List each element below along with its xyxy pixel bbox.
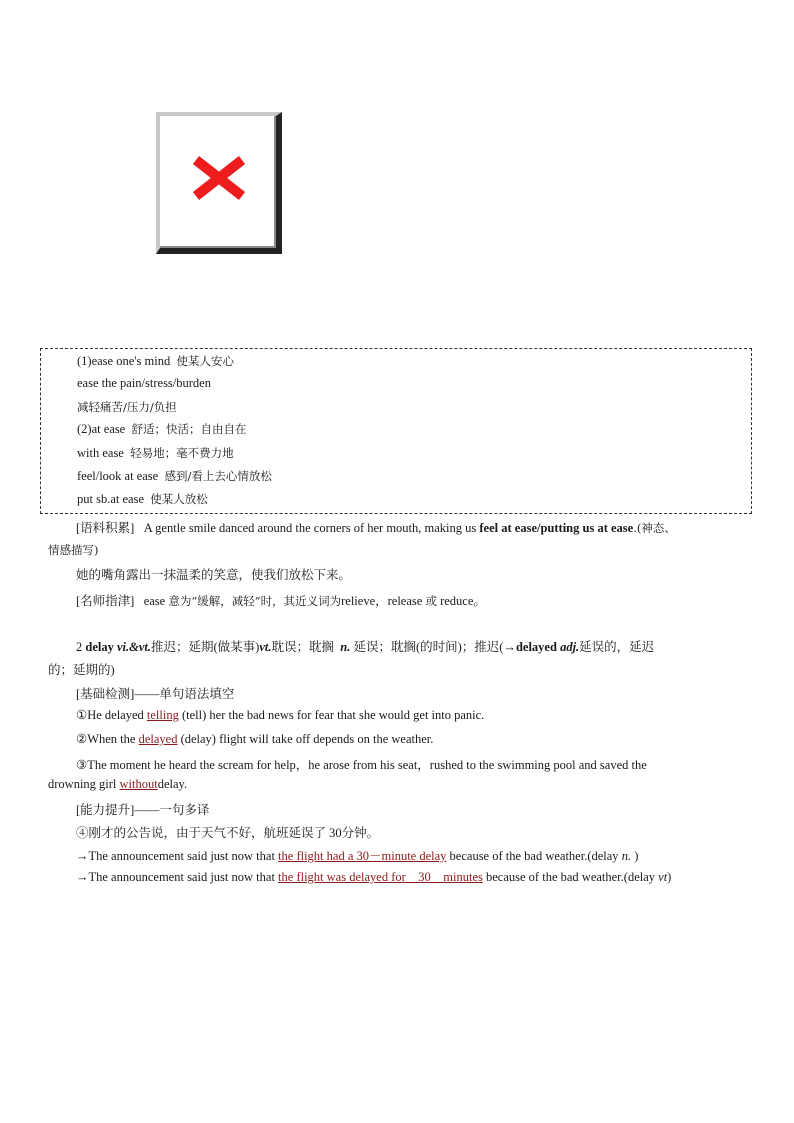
question-1: ①He delayed telling (tell) her the bad news for fear that she would get into panic. — [76, 708, 485, 722]
phrase-line: ease the pain/stress/burden — [77, 376, 211, 390]
question-3: ③The moment he heard the scream for help，he arose from his seat，rushed to the swimming pool and saved the — [76, 758, 647, 772]
answer-blank: the flight was delayed for 30 minutes — [278, 870, 483, 884]
teacher-tip: [名师指津] ease 意为“缓解，减轻”时，其近义词为relieve，release 或 reduce。 — [76, 594, 486, 608]
delay-entry: 2 delay vi.&vt.推迟；延期(做某事)vt.耽误；耽搁 n. 延误；耽搁(的时间)；推迟(→delayed adj.延误的，延迟 — [76, 640, 655, 654]
phrase-line: 减轻痛苦/压力/负担 — [77, 400, 177, 414]
question-4: ④刚才的公告说，由于天气不好，航班延误了 30分钟。 — [76, 826, 380, 840]
question-2: ②When the delayed (delay) flight will take off depends on the weather. — [76, 732, 434, 746]
answer-blank: delayed — [138, 732, 178, 746]
corpus-paragraph-wrap: 情感描写) — [48, 543, 99, 557]
corpus-paragraph: [语料积累] A gentle smile danced around the corners of her mouth, making us feel at ease/putting us at ease.(神态、 — [76, 521, 676, 535]
phrase-line: feel/look at ease 感到/看上去心情放松 — [77, 469, 272, 483]
translation-2: →The announcement said just now that the flight was delayed for 30 minutes because of the bad weather.(delay vt) — [76, 870, 672, 884]
answer-blank: without — [119, 777, 158, 791]
phrase-box — [40, 348, 752, 514]
basic-test-heading: [基础检测]——单句语法填空 — [76, 687, 235, 701]
answer-blank: telling — [146, 708, 179, 722]
phrase-line: put sb.at ease 使某人放松 — [77, 492, 208, 506]
corpus-translation: 她的嘴角露出一抹温柔的笑意，使我们放松下来。 — [76, 568, 352, 582]
broken-image-x-icon — [190, 154, 248, 202]
question-3-wrap: drowning girl withoutdelay. — [48, 777, 188, 791]
broken-image-placeholder — [156, 112, 282, 254]
ability-heading: [能力提升]——一句多译 — [76, 803, 210, 817]
translation-1: →The announcement said just now that the flight had a 30－minute delay because of the bad weather.(delay n. ) — [76, 849, 639, 863]
phrase-line: (2)at ease 舒适；快活；自由自在 — [77, 422, 247, 436]
delay-entry-wrap: 的；延期的) — [48, 663, 115, 677]
answer-blank: the flight had a 30－minute delay — [278, 849, 447, 863]
phrase-line: (1)ease one's mind 使某人安心 — [77, 354, 234, 368]
phrase-line: with ease 轻易地；毫不费力地 — [77, 446, 234, 460]
